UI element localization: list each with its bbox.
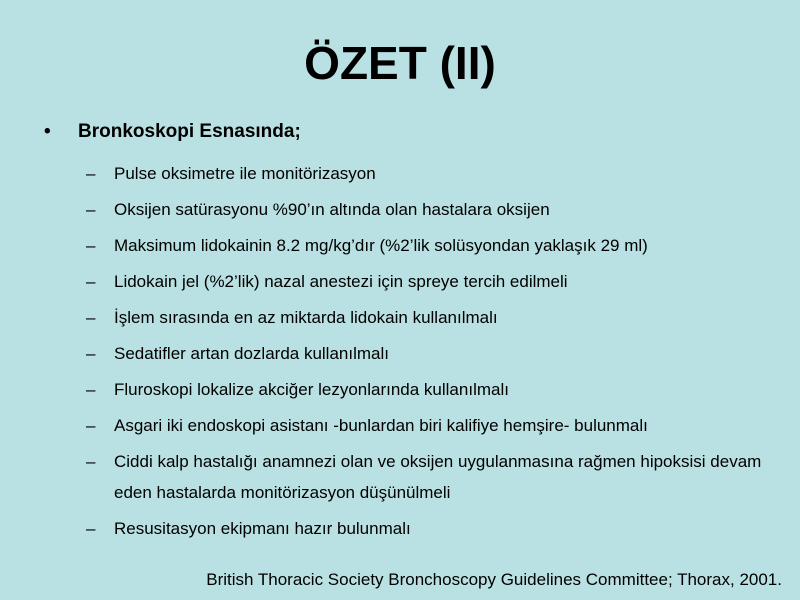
dash-icon: – — [86, 308, 96, 327]
list-item — [86, 194, 786, 225]
list-item — [86, 374, 786, 405]
list-item — [86, 446, 786, 508]
list-item — [86, 410, 786, 441]
bullet-icon: • — [44, 121, 51, 142]
sub-bullet-list — [86, 158, 786, 549]
dash-icon: – — [86, 452, 96, 471]
list-item-text: Sedatifler artan dozlarda kullanılmalı — [114, 344, 389, 363]
dash-icon: – — [86, 416, 96, 435]
list-item-text: Asgari iki endoskopi asistanı -bunlardan biri kalifiye hemşire- bulunmalı — [114, 416, 648, 435]
list-item — [86, 266, 786, 297]
list-item-text: İşlem sırasında en az miktarda lidokain kullanılmalı — [114, 308, 498, 327]
main-bullet-text: Bronkoskopi Esnasında; — [78, 121, 301, 142]
list-item-text: Pulse oksimetre ile monitörizasyon — [114, 164, 376, 183]
list-item — [86, 513, 786, 544]
slide-title: ÖZET (II) — [304, 37, 496, 89]
dash-icon: – — [86, 164, 96, 183]
list-item-text: Oksijen satürasyonu %90’ın altında olan hastalara oksijen — [114, 200, 550, 219]
main-bullet — [44, 121, 301, 143]
list-item-text: Lidokain jel (%2’lik) nazal anestezi için spreye tercih edilmeli — [114, 272, 568, 291]
dash-icon: – — [86, 380, 96, 399]
list-item — [86, 230, 786, 261]
citation: British Thoracic Society Bronchoscopy Guidelines Committee; Thorax, 2001. — [206, 570, 782, 589]
dash-icon: – — [86, 519, 96, 538]
list-item-text: Maksimum lidokainin 8.2 mg/kg’dır (%2’lik solüsyondan yaklaşık 29 ml) — [114, 236, 648, 255]
list-item-text: Fluroskopi lokalize akciğer lezyonlarında kullanılmalı — [114, 380, 509, 399]
dash-icon: – — [86, 344, 96, 363]
list-item — [86, 338, 786, 369]
dash-icon: – — [86, 272, 96, 291]
dash-icon: – — [86, 236, 96, 255]
list-item-text: Ciddi kalp hastalığı anamnezi olan ve oksijen uygulanmasına rağmen hipoksisi devam eden hastalarda monitörizasyon düşünülmeli — [114, 452, 762, 502]
list-item-text: Resusitasyon ekipmanı hazır bulunmalı — [114, 519, 411, 538]
list-item — [86, 158, 786, 189]
list-item — [86, 302, 786, 333]
dash-icon: – — [86, 200, 96, 219]
